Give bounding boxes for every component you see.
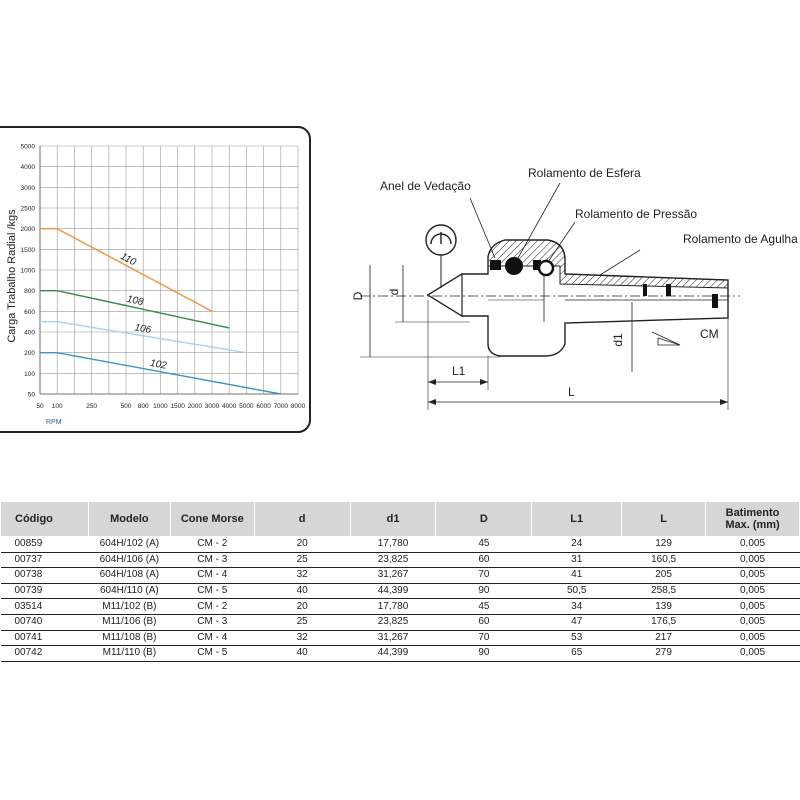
table-cell: 23,825 [350,614,436,630]
table-cell: 0,005 [706,568,800,584]
y-tick-label: 2500 [20,205,35,213]
table-cell: 258,5 [622,583,706,599]
table-cell: M11/108 (B) [88,630,170,646]
header-d: d [254,502,350,537]
dim-L1-label: L1 [452,364,466,378]
x-tick-label: 6000 [256,403,271,410]
seal-ring-symbol [490,260,501,270]
table-cell: M11/102 (B) [88,599,170,615]
x-tick-label: 7000 [273,403,289,410]
header-batimento-main: Batimento [725,507,780,519]
label-needle-bearing: Rolamento de Agulha [683,232,798,246]
y-tick-label: 800 [24,288,35,296]
table-cell: 45 [436,537,532,553]
header-L: L [622,502,706,537]
y-tick-label: 4000 [20,164,35,172]
table-row [1,552,800,568]
center-body [428,240,728,356]
table-cell: CM - 5 [170,646,254,662]
table-cell: 70 [436,630,532,646]
dim-D-label: D [351,291,365,301]
y-tick-label: 50 [27,391,35,399]
table-cell: 20 [254,537,350,553]
dim-L-label: L [568,385,575,399]
y-axis-label: Carga Trabalho Radial /kgs [6,209,18,343]
x-tick-label: 800 [137,403,149,410]
table-cell: 176,5 [622,614,706,630]
table-cell: 217 [622,630,706,646]
header-codigo: Código [1,502,89,537]
table-cell: 40 [254,646,350,662]
table-cell: 31,267 [350,630,436,646]
table-cell: CM - 3 [170,552,254,568]
table-cell: 0,005 [706,583,800,599]
table-cell: CM - 4 [170,630,254,646]
y-tick-label: 2000 [20,226,35,234]
table-body [1,537,800,662]
table-cell: 60 [436,552,532,568]
header-L1: L1 [532,502,622,537]
label-seal-ring: Anel de Vedação [380,179,471,193]
table-cell: 50,5 [532,583,622,599]
y-tick-label: 100 [24,370,35,378]
label-thrust-bearing: Rolamento de Pressão [575,207,698,221]
table-cell: 0,005 [706,646,800,662]
series-label-110: 110 [118,251,138,269]
table-row [1,646,800,662]
x-tick-label: 500 [120,403,132,410]
dim-d-label: d [387,288,401,296]
table-cell: CM - 4 [170,568,254,584]
table-cell: 34 [532,599,622,615]
y-tick-label: 1500 [20,246,35,254]
table-cell: 25 [254,614,350,630]
cone-point [428,274,462,316]
table-cell: 0,005 [706,537,800,553]
table-row [1,583,800,599]
x-tick-label: 5000 [239,403,254,410]
arrow-head [428,399,436,405]
x-tick-label: 2000 [187,403,203,410]
table-cell: 41 [532,568,622,584]
y-tick-label: 5000 [20,143,35,151]
table-cell: 20 [254,599,350,615]
table-cell: 139 [622,599,706,615]
y-tick-label: 600 [24,308,35,316]
table-cell: 44,399 [350,646,436,662]
table-cell: 32 [254,630,350,646]
table-cell: 65 [532,646,622,662]
table-cell: 60 [436,614,532,630]
series-label-108: 108 [125,293,145,309]
y-tick-label: 400 [24,329,35,337]
header-d1: d1 [350,502,436,537]
x-tick-label: 8000 [290,403,306,410]
table-cell: 0,005 [706,552,800,568]
table-cell: 00859 [1,537,89,553]
x-axis-label: RPM [46,419,62,426]
table-cell: CM - 5 [170,583,254,599]
table-cell: CM - 2 [170,537,254,553]
series-label-106: 106 [133,322,152,336]
x-tick-label: 1000 [153,403,168,410]
table-cell: 90 [436,583,532,599]
arrow-head [428,379,436,385]
table-cell: M11/106 (B) [88,614,170,630]
leader-line [470,198,495,258]
table-cell: 90 [436,646,532,662]
x-tick-label: 4000 [221,403,237,410]
needle-bearing-symbol [643,284,647,296]
x-tick-label: 3000 [204,403,220,410]
table-row [1,630,800,646]
arrow-head [480,379,488,385]
table-cell: 604H/108 (A) [88,568,170,584]
table-row [1,568,800,584]
series-label-102: 102 [149,357,168,372]
y-tick-label: 1000 [20,267,35,275]
table-cell: 0,005 [706,630,800,646]
table-cell: 32 [254,568,350,584]
table-cell: 23,825 [350,552,436,568]
tang-slot [712,294,718,308]
table-cell: 00742 [1,646,89,662]
table-cell: 279 [622,646,706,662]
cm-arrow-head [658,338,680,345]
table-cell: 70 [436,568,532,584]
live-center-diagram [340,150,800,420]
table-row [1,614,800,630]
x-tick-label: 50 [36,403,44,410]
label-ball-bearing: Rolamento de Esfera [528,166,641,180]
header-cone-morse: Cone Morse [170,502,254,537]
table-cell: 17,780 [350,599,436,615]
needle-bearing-symbol [666,284,671,296]
table-cell: CM - 3 [170,614,254,630]
table-cell: 40 [254,583,350,599]
table-cell: 129 [622,537,706,553]
table-cell: 0,005 [706,614,800,630]
table-cell: 00741 [1,630,89,646]
x-tick-label: 100 [51,403,63,410]
table-row [1,537,800,553]
x-tick-label: 250 [86,403,98,410]
header-modelo: Modelo [88,502,170,537]
load-rpm-chart [0,126,312,434]
table-cell: 604H/110 (A) [88,583,170,599]
table-cell: 24 [532,537,622,553]
table-cell: 31 [532,552,622,568]
y-tick-label: 3000 [20,184,35,192]
y-tick-label: 200 [24,350,35,358]
table-cell: 47 [532,614,622,630]
table-cell: 45 [436,599,532,615]
cm-label: CM [700,327,719,341]
table-header-row [1,502,800,537]
x-tick-label: 1500 [170,403,185,410]
arrow-head [720,399,728,405]
table-cell: 00737 [1,552,89,568]
ball-bearing-symbol [505,257,523,275]
header-batimento [706,502,800,537]
table-cell: 53 [532,630,622,646]
table-cell: 31,267 [350,568,436,584]
table-cell: 44,399 [350,583,436,599]
table-cell: 17,780 [350,537,436,553]
table-cell: 00740 [1,614,89,630]
table-cell: 604H/106 (A) [88,552,170,568]
header-batimento-sub: Max. (mm) [725,519,780,531]
table-row [1,599,800,615]
table-cell: CM - 2 [170,599,254,615]
thrust-bearing-symbol [539,261,553,275]
table-cell: 604H/102 (A) [88,537,170,553]
table-cell: 00738 [1,568,89,584]
leader-line [600,250,640,275]
table-cell: 0,005 [706,599,800,615]
table-cell: M11/110 (B) [88,646,170,662]
dim-d1-label: d1 [611,333,625,347]
header-D: D [436,502,532,537]
table-cell: 03514 [1,599,89,615]
table-cell: 205 [622,568,706,584]
table-cell: 00739 [1,583,89,599]
spec-table [0,501,800,662]
table-cell: 25 [254,552,350,568]
table-cell: 160,5 [622,552,706,568]
